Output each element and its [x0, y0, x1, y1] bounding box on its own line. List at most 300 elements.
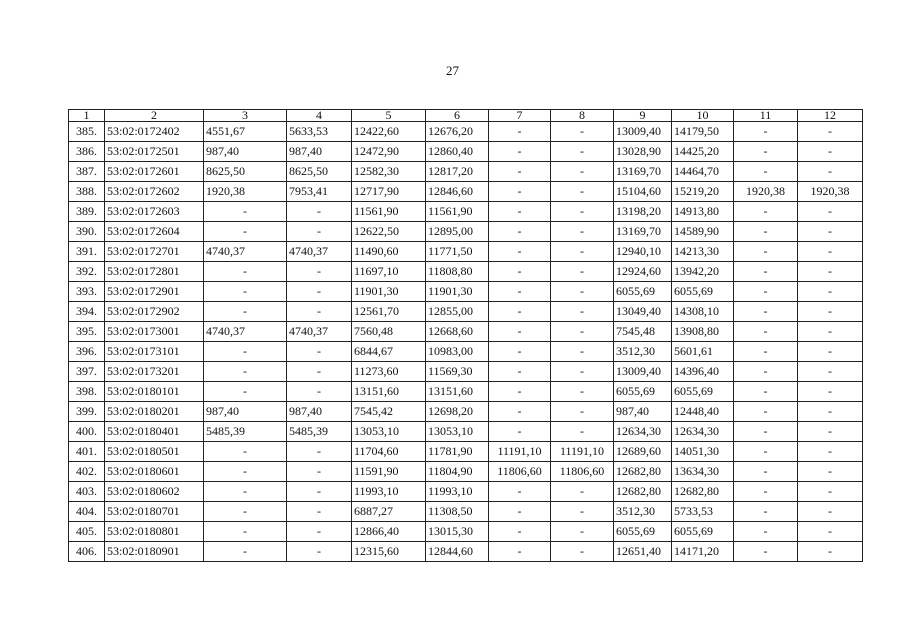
table-cell-col-1: 389.	[69, 202, 105, 222]
table-cell-col-12: -	[798, 322, 863, 342]
table-cell-col-11: -	[734, 422, 798, 442]
table-cell-col-9: 12689,60	[614, 442, 672, 462]
table-cell-col-10: 14308,10	[672, 302, 734, 322]
table-cell-col-3: -	[204, 482, 287, 502]
column-header-2: 2	[105, 110, 204, 122]
table-row	[69, 522, 863, 542]
table-row	[69, 142, 863, 162]
table-cell-col-10: 13634,30	[672, 462, 734, 482]
table-cell-col-9: 3512,30	[614, 502, 672, 522]
table-cell-col-6: 11569,30	[426, 362, 489, 382]
table-cell-col-3: 987,40	[204, 402, 287, 422]
table-cell-col-5: 12561,70	[352, 302, 426, 322]
table-cell-col-8: 11191,10	[551, 442, 614, 462]
table-cell-col-1: 390.	[69, 222, 105, 242]
table-cell-col-7: -	[489, 522, 551, 542]
table-cell-col-10: 12634,30	[672, 422, 734, 442]
table-cell-col-8: 11806,60	[551, 462, 614, 482]
column-header-12: 12	[798, 110, 863, 122]
table-body	[69, 122, 863, 562]
page-number: 27	[446, 63, 459, 78]
table-row	[69, 302, 863, 322]
table-cell-col-1: 385.	[69, 122, 105, 142]
table-cell-col-8: -	[551, 342, 614, 362]
table-cell-col-1: 395.	[69, 322, 105, 342]
table-cell-col-11: -	[734, 282, 798, 302]
table-cell-col-2: 53:02:0180101	[105, 382, 204, 402]
table-cell-col-2: 53:02:0180601	[105, 462, 204, 482]
table-cell-col-10: 13942,20	[672, 262, 734, 282]
table-cell-col-8: -	[551, 402, 614, 422]
table-row	[69, 282, 863, 302]
table-cell-col-7: 11806,60	[489, 462, 551, 482]
table-cell-col-2: 53:02:0180801	[105, 522, 204, 542]
table-cell-col-12: -	[798, 402, 863, 422]
table-cell-col-3: 1920,38	[204, 182, 287, 202]
table-cell-col-3: -	[204, 302, 287, 322]
table-cell-col-6: 12676,20	[426, 122, 489, 142]
table-cell-col-9: 13198,20	[614, 202, 672, 222]
table-cell-col-4: 987,40	[287, 142, 352, 162]
table-cell-col-11: -	[734, 502, 798, 522]
table-cell-col-3: 987,40	[204, 142, 287, 162]
table-cell-col-5: 12866,40	[352, 522, 426, 542]
table-cell-col-12: -	[798, 522, 863, 542]
table-row	[69, 162, 863, 182]
table-cell-col-2: 53:02:0180602	[105, 482, 204, 502]
table-cell-col-6: 13015,30	[426, 522, 489, 542]
table-cell-col-3: -	[204, 282, 287, 302]
table-cell-col-12: 1920,38	[798, 182, 863, 202]
table-cell-col-4: -	[287, 442, 352, 462]
table-cell-col-9: 13169,70	[614, 222, 672, 242]
table-cell-col-8: -	[551, 202, 614, 222]
table-row	[69, 122, 863, 142]
table-cell-col-11: -	[734, 322, 798, 342]
table-cell-col-12: -	[798, 362, 863, 382]
table-cell-col-7: -	[489, 362, 551, 382]
table-cell-col-7: -	[489, 122, 551, 142]
table-cell-col-5: 12422,60	[352, 122, 426, 142]
table-cell-col-9: 7545,48	[614, 322, 672, 342]
table-cell-col-8: -	[551, 422, 614, 442]
table-cell-col-8: -	[551, 522, 614, 542]
table-cell-col-1: 394.	[69, 302, 105, 322]
table-cell-col-4: 7953,41	[287, 182, 352, 202]
table-cell-col-5: 6844,67	[352, 342, 426, 362]
table-cell-col-4: -	[287, 362, 352, 382]
table-cell-col-5: 11591,90	[352, 462, 426, 482]
table-row	[69, 202, 863, 222]
table-cell-col-11: -	[734, 142, 798, 162]
table-cell-col-2: 53:02:0172801	[105, 262, 204, 282]
table-cell-col-10: 14913,80	[672, 202, 734, 222]
table-cell-col-7: -	[489, 502, 551, 522]
table-cell-col-8: -	[551, 242, 614, 262]
table-cell-col-8: -	[551, 362, 614, 382]
table-cell-col-12: -	[798, 442, 863, 462]
table-cell-col-3: 4740,37	[204, 322, 287, 342]
table-row	[69, 342, 863, 362]
table-cell-col-2: 53:02:0173201	[105, 362, 204, 382]
table-row	[69, 322, 863, 342]
table-cell-col-5: 11704,60	[352, 442, 426, 462]
table-cell-col-12: -	[798, 302, 863, 322]
table-cell-col-4: 5485,39	[287, 422, 352, 442]
table-cell-col-6: 12846,60	[426, 182, 489, 202]
header-row	[69, 110, 863, 122]
table-cell-col-12: -	[798, 162, 863, 182]
table-cell-col-7: 11191,10	[489, 442, 551, 462]
table-row	[69, 222, 863, 242]
table-cell-col-7: -	[489, 302, 551, 322]
table-cell-col-2: 53:02:0172603	[105, 202, 204, 222]
table-cell-col-6: 12855,00	[426, 302, 489, 322]
table-cell-col-1: 388.	[69, 182, 105, 202]
table-cell-col-2: 53:02:0180501	[105, 442, 204, 462]
table-cell-col-2: 53:02:0172604	[105, 222, 204, 242]
table-row	[69, 482, 863, 502]
table-cell-col-11: -	[734, 342, 798, 362]
table-cell-col-10: 12448,40	[672, 402, 734, 422]
table-cell-col-6: 11808,80	[426, 262, 489, 282]
table-cell-col-2: 53:02:0172701	[105, 242, 204, 262]
table-cell-col-5: 13151,60	[352, 382, 426, 402]
table-row	[69, 182, 863, 202]
table-cell-col-5: 11901,30	[352, 282, 426, 302]
table-cell-col-10: 14051,30	[672, 442, 734, 462]
table-cell-col-12: -	[798, 142, 863, 162]
table-header	[69, 110, 863, 122]
table-cell-col-1: 401.	[69, 442, 105, 462]
table-cell-col-3: -	[204, 202, 287, 222]
table-cell-col-3: -	[204, 362, 287, 382]
table-cell-col-1: 396.	[69, 342, 105, 362]
table-cell-col-10: 6055,69	[672, 522, 734, 542]
table-cell-col-10: 5733,53	[672, 502, 734, 522]
table-cell-col-2: 53:02:0180401	[105, 422, 204, 442]
table-cell-col-9: 6055,69	[614, 282, 672, 302]
table-cell-col-10: 5601,61	[672, 342, 734, 362]
data-table	[68, 109, 863, 562]
table-cell-col-4: -	[287, 262, 352, 282]
table-cell-col-11: -	[734, 262, 798, 282]
table-cell-col-5: 6887,27	[352, 502, 426, 522]
table-cell-col-11: -	[734, 402, 798, 422]
table-cell-col-7: -	[489, 482, 551, 502]
table-cell-col-7: -	[489, 322, 551, 342]
table-cell-col-10: 14425,20	[672, 142, 734, 162]
table-cell-col-6: 13053,10	[426, 422, 489, 442]
table-cell-col-5: 13053,10	[352, 422, 426, 442]
table-cell-col-6: 10983,00	[426, 342, 489, 362]
table-cell-col-12: -	[798, 282, 863, 302]
table-cell-col-9: 6055,69	[614, 522, 672, 542]
table-row	[69, 422, 863, 442]
table-cell-col-11: -	[734, 202, 798, 222]
table-cell-col-9: 12682,80	[614, 482, 672, 502]
table-cell-col-4: -	[287, 482, 352, 502]
table-cell-col-5: 11697,10	[352, 262, 426, 282]
table-cell-col-1: 387.	[69, 162, 105, 182]
table-cell-col-2: 53:02:0180901	[105, 542, 204, 562]
table-cell-col-9: 12940,10	[614, 242, 672, 262]
table-cell-col-10: 14179,50	[672, 122, 734, 142]
table-cell-col-6: 11993,10	[426, 482, 489, 502]
table-cell-col-7: -	[489, 142, 551, 162]
table-cell-col-7: -	[489, 402, 551, 422]
table-cell-col-6: 12895,00	[426, 222, 489, 242]
table-row	[69, 242, 863, 262]
table-cell-col-12: -	[798, 422, 863, 442]
table-cell-col-11: -	[734, 482, 798, 502]
column-header-3: 3	[204, 110, 287, 122]
table-row	[69, 262, 863, 282]
table-cell-col-1: 399.	[69, 402, 105, 422]
table-cell-col-2: 53:02:0173001	[105, 322, 204, 342]
column-header-8: 8	[551, 110, 614, 122]
table-row	[69, 462, 863, 482]
column-header-7: 7	[489, 110, 551, 122]
table-cell-col-3: -	[204, 262, 287, 282]
table-cell-col-9: 13009,40	[614, 122, 672, 142]
table-cell-col-12: -	[798, 222, 863, 242]
table-cell-col-1: 391.	[69, 242, 105, 262]
column-header-4: 4	[287, 110, 352, 122]
table-cell-col-4: -	[287, 542, 352, 562]
table-cell-col-9: 12924,60	[614, 262, 672, 282]
table-cell-col-9: 12682,80	[614, 462, 672, 482]
table-cell-col-2: 53:02:0172601	[105, 162, 204, 182]
table-cell-col-4: 5633,53	[287, 122, 352, 142]
table-cell-col-9: 15104,60	[614, 182, 672, 202]
table-cell-col-5: 11561,90	[352, 202, 426, 222]
table-cell-col-6: 11901,30	[426, 282, 489, 302]
table-cell-col-11: -	[734, 162, 798, 182]
table-cell-col-1: 404.	[69, 502, 105, 522]
table-cell-col-6: 11561,90	[426, 202, 489, 222]
column-header-10: 10	[672, 110, 734, 122]
table-cell-col-3: -	[204, 222, 287, 242]
table-cell-col-4: 8625,50	[287, 162, 352, 182]
table-cell-col-4: -	[287, 462, 352, 482]
table-cell-col-8: -	[551, 322, 614, 342]
table-cell-col-7: -	[489, 202, 551, 222]
table-cell-col-4: 4740,37	[287, 322, 352, 342]
table-cell-col-11: -	[734, 462, 798, 482]
table-cell-col-5: 12622,50	[352, 222, 426, 242]
table-cell-col-4: -	[287, 202, 352, 222]
table-cell-col-1: 402.	[69, 462, 105, 482]
table-row	[69, 402, 863, 422]
table-cell-col-3: -	[204, 522, 287, 542]
table-cell-col-3: -	[204, 462, 287, 482]
table-cell-col-8: -	[551, 162, 614, 182]
table-cell-col-11: -	[734, 382, 798, 402]
table-cell-col-6: 12860,40	[426, 142, 489, 162]
table-cell-col-12: -	[798, 122, 863, 142]
table-cell-col-4: -	[287, 502, 352, 522]
table-cell-col-5: 12472,90	[352, 142, 426, 162]
table-cell-col-8: -	[551, 502, 614, 522]
table-cell-col-11: 1920,38	[734, 182, 798, 202]
table-cell-col-6: 11804,90	[426, 462, 489, 482]
table-cell-col-3: -	[204, 542, 287, 562]
table-cell-col-2: 53:02:0173101	[105, 342, 204, 362]
table-cell-col-8: -	[551, 262, 614, 282]
table-cell-col-6: 12668,60	[426, 322, 489, 342]
table-cell-col-1: 386.	[69, 142, 105, 162]
table-cell-col-7: -	[489, 242, 551, 262]
column-header-1: 1	[69, 110, 105, 122]
table-cell-col-12: -	[798, 502, 863, 522]
table-cell-col-11: -	[734, 242, 798, 262]
table-cell-col-9: 13169,70	[614, 162, 672, 182]
table-cell-col-10: 12682,80	[672, 482, 734, 502]
table-cell-col-5: 12582,30	[352, 162, 426, 182]
table-cell-col-3: -	[204, 342, 287, 362]
table-cell-col-2: 53:02:0172402	[105, 122, 204, 142]
table-cell-col-12: -	[798, 262, 863, 282]
table-cell-col-9: 6055,69	[614, 382, 672, 402]
table-cell-col-12: -	[798, 382, 863, 402]
table-cell-col-5: 7545,42	[352, 402, 426, 422]
table-cell-col-10: 15219,20	[672, 182, 734, 202]
table-cell-col-12: -	[798, 542, 863, 562]
table-cell-col-7: -	[489, 342, 551, 362]
table-cell-col-6: 12844,60	[426, 542, 489, 562]
table-cell-col-3: -	[204, 442, 287, 462]
column-header-11: 11	[734, 110, 798, 122]
table-row	[69, 542, 863, 562]
table-cell-col-5: 11490,60	[352, 242, 426, 262]
table-cell-col-12: -	[798, 482, 863, 502]
table-cell-col-10: 14464,70	[672, 162, 734, 182]
table-cell-col-3: 4740,37	[204, 242, 287, 262]
table-cell-col-8: -	[551, 122, 614, 142]
table-cell-col-1: 398.	[69, 382, 105, 402]
table-cell-col-10: 14396,40	[672, 362, 734, 382]
table-cell-col-1: 406.	[69, 542, 105, 562]
table-cell-col-7: -	[489, 282, 551, 302]
table-cell-col-10: 6055,69	[672, 282, 734, 302]
table-cell-col-6: 11781,90	[426, 442, 489, 462]
table-row	[69, 362, 863, 382]
column-header-9: 9	[614, 110, 672, 122]
table-cell-col-7: -	[489, 542, 551, 562]
table-cell-col-8: -	[551, 482, 614, 502]
table-cell-col-1: 393.	[69, 282, 105, 302]
table-cell-col-2: 53:02:0172901	[105, 282, 204, 302]
table-cell-col-4: 987,40	[287, 402, 352, 422]
table-cell-col-4: -	[287, 282, 352, 302]
table-cell-col-10: 14589,90	[672, 222, 734, 242]
table-cell-col-2: 53:02:0172501	[105, 142, 204, 162]
table-cell-col-2: 53:02:0172902	[105, 302, 204, 322]
table-cell-col-9: 12651,40	[614, 542, 672, 562]
table-cell-col-3: 8625,50	[204, 162, 287, 182]
table-cell-col-2: 53:02:0180701	[105, 502, 204, 522]
table-cell-col-12: -	[798, 242, 863, 262]
table-cell-col-9: 13009,40	[614, 362, 672, 382]
table-cell-col-11: -	[734, 522, 798, 542]
table-cell-col-8: -	[551, 542, 614, 562]
table-cell-col-9: 12634,30	[614, 422, 672, 442]
table-cell-col-10: 13908,80	[672, 322, 734, 342]
table-cell-col-8: -	[551, 382, 614, 402]
table-cell-col-11: -	[734, 302, 798, 322]
table-cell-col-7: -	[489, 162, 551, 182]
table-cell-col-4: -	[287, 522, 352, 542]
table-cell-col-8: -	[551, 302, 614, 322]
column-header-5: 5	[352, 110, 426, 122]
table-cell-col-11: -	[734, 362, 798, 382]
table-cell-col-8: -	[551, 182, 614, 202]
table-cell-col-8: -	[551, 222, 614, 242]
table-cell-col-2: 53:02:0172602	[105, 182, 204, 202]
table-cell-col-6: 11771,50	[426, 242, 489, 262]
table-row	[69, 442, 863, 462]
table-cell-col-12: -	[798, 202, 863, 222]
table-cell-col-1: 405.	[69, 522, 105, 542]
table-row	[69, 382, 863, 402]
table-cell-col-5: 11273,60	[352, 362, 426, 382]
table-cell-col-10: 14213,30	[672, 242, 734, 262]
table-cell-col-4: -	[287, 302, 352, 322]
table-cell-col-6: 13151,60	[426, 382, 489, 402]
table-cell-col-1: 400.	[69, 422, 105, 442]
table-cell-col-11: -	[734, 542, 798, 562]
table-cell-col-1: 403.	[69, 482, 105, 502]
table-cell-col-5: 12315,60	[352, 542, 426, 562]
table-cell-col-4: -	[287, 382, 352, 402]
table-cell-col-12: -	[798, 462, 863, 482]
table-cell-col-3: 4551,67	[204, 122, 287, 142]
table-cell-col-12: -	[798, 342, 863, 362]
table-cell-col-5: 12717,90	[352, 182, 426, 202]
table-cell-col-3: -	[204, 502, 287, 522]
table-cell-col-9: 987,40	[614, 402, 672, 422]
table-cell-col-7: -	[489, 182, 551, 202]
table-cell-col-6: 11308,50	[426, 502, 489, 522]
table-cell-col-11: -	[734, 222, 798, 242]
table-cell-col-9: 13028,90	[614, 142, 672, 162]
column-header-6: 6	[426, 110, 489, 122]
table-cell-col-7: -	[489, 222, 551, 242]
table-cell-col-7: -	[489, 382, 551, 402]
table-row	[69, 502, 863, 522]
table-cell-col-9: 13049,40	[614, 302, 672, 322]
table-cell-col-5: 7560,48	[352, 322, 426, 342]
table-cell-col-8: -	[551, 142, 614, 162]
table-cell-col-7: -	[489, 422, 551, 442]
table-cell-col-5: 11993,10	[352, 482, 426, 502]
table-cell-col-10: 14171,20	[672, 542, 734, 562]
table-cell-col-1: 397.	[69, 362, 105, 382]
table-cell-col-11: -	[734, 122, 798, 142]
table-cell-col-3: -	[204, 382, 287, 402]
table-cell-col-10: 6055,69	[672, 382, 734, 402]
table-cell-col-2: 53:02:0180201	[105, 402, 204, 422]
table-cell-col-9: 3512,30	[614, 342, 672, 362]
table-cell-col-7: -	[489, 262, 551, 282]
table-cell-col-4: -	[287, 342, 352, 362]
table-cell-col-6: 12698,20	[426, 402, 489, 422]
table-cell-col-4: -	[287, 222, 352, 242]
table-cell-col-3: 5485,39	[204, 422, 287, 442]
table-cell-col-1: 392.	[69, 262, 105, 282]
table-cell-col-6: 12817,20	[426, 162, 489, 182]
